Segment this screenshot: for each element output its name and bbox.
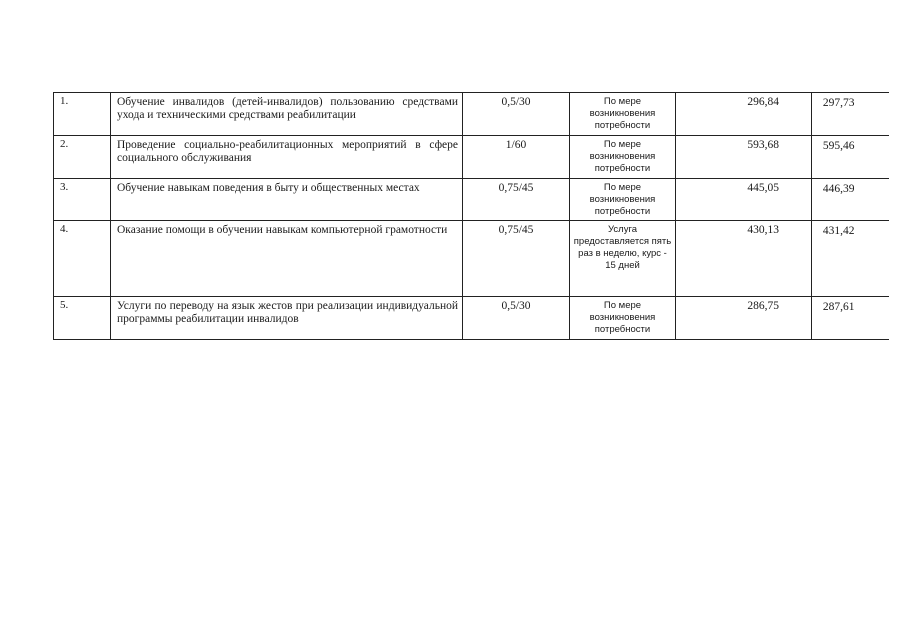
service-price-next: 297,73	[812, 93, 889, 136]
service-frequency: Услуга предоставляется пять раз в неделю, курс - 15 дней	[570, 221, 676, 297]
table-row	[54, 136, 889, 179]
row-number: 5.	[54, 297, 111, 340]
service-price-next: 446,39	[812, 179, 889, 221]
service-name: Проведение социально-реабилитационных мероприятий в сфере социального обслуживания	[111, 136, 463, 179]
service-frequency: По мере возникновения потребности	[570, 136, 676, 179]
service-price: 286,75	[676, 297, 812, 340]
service-rate: 0,5/30	[463, 93, 570, 136]
table-row	[54, 93, 889, 136]
service-rate: 0,75/45	[463, 221, 570, 297]
service-price: 593,68	[676, 136, 812, 179]
service-name: Обучение навыкам поведения в быту и общественных местах	[111, 179, 463, 221]
table-row	[54, 297, 889, 340]
row-number: 4.	[54, 221, 111, 297]
service-price: 430,13	[676, 221, 812, 297]
service-rate: 0,5/30	[463, 297, 570, 340]
service-frequency: По мере возникновения потребности	[570, 93, 676, 136]
service-frequency: По мере возникновения потребности	[570, 179, 676, 221]
service-name: Услуги по переводу на язык жестов при реализации индивидуальной программы реабилитации инвалидов	[111, 297, 463, 340]
row-number: 1.	[54, 93, 111, 136]
service-price-next: 287,61	[812, 297, 889, 340]
service-frequency: По мере возникновения потребности	[570, 297, 676, 340]
service-price-next: 595,46	[812, 136, 889, 179]
row-number: 2.	[54, 136, 111, 179]
service-price-next: 431,42	[812, 221, 889, 297]
table-row	[54, 221, 889, 297]
table-row	[54, 179, 889, 221]
service-price: 296,84	[676, 93, 812, 136]
service-name: Обучение инвалидов (детей-инвалидов) пользованию средствами ухода и техническими средствами реабилитации	[111, 93, 463, 136]
service-name: Оказание помощи в обучении навыкам компьютерной грамотности	[111, 221, 463, 297]
service-rate: 1/60	[463, 136, 570, 179]
service-price: 445,05	[676, 179, 812, 221]
row-number: 3.	[54, 179, 111, 221]
service-rate: 0,75/45	[463, 179, 570, 221]
services-table	[53, 92, 889, 340]
